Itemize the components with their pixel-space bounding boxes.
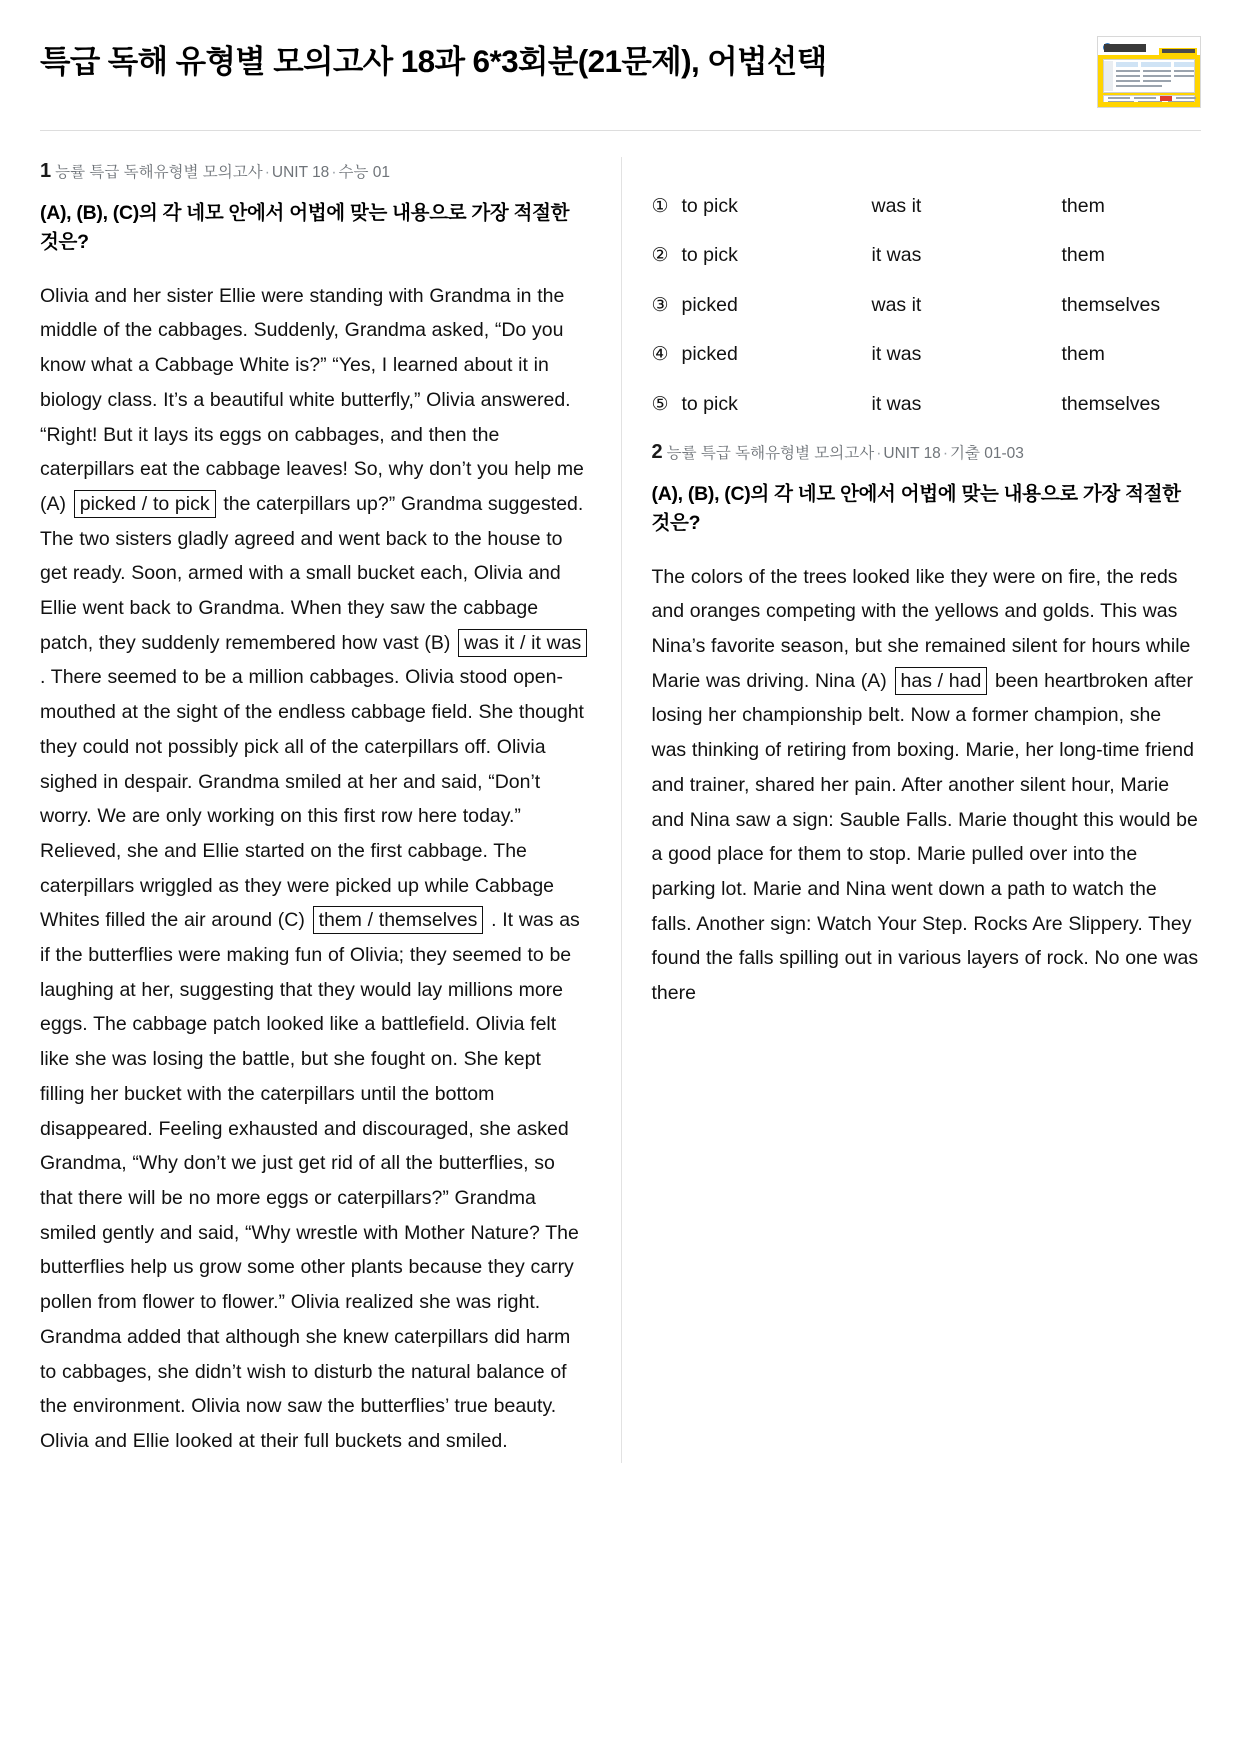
question-2-prompt: (A), (B), (C)의 각 네모 안에서 어법에 맞는 내용으로 가장 적절한 것은?: [651, 482, 1181, 534]
answer-option-4[interactable]: [652, 339, 1202, 370]
option-value-c: them: [1061, 195, 1105, 217]
grammar-choice-box-a[interactable]: has / had: [895, 667, 988, 695]
thumbnail-row-line: [1143, 80, 1171, 82]
passage-segment-1: Olivia and her sister Ellie were standing with Grandma in the middle of the cabbages. Suddenly, Grandma asked, “Do you know what a Cabbage White is?” “Yes, I learned about it in biology class. It’s a beautiful white butterfly,” Olivia answered. “Right! But it lays its eggs on cabbages, and then the caterpillars eat the cabbage leaves! So, why don’t you help me (A): [40, 284, 584, 515]
thumbnail-logo-text: [1104, 44, 1146, 52]
option-marker: ⑤: [651, 393, 669, 415]
thumbnail-row-line: [1116, 75, 1140, 77]
passage-segment-4: . It was as if the butterflies were making fun of Olivia; they seemed to be laughing at her, suggesting that they would lay millions more eggs. The cabbage patch looked like a battlefield. Olivia felt like she was losing the battle, but she fought on. She kept filling her bucket with the caterpillars until the bottom disappeared. Feeling exhausted and discouraged, she asked Grandma, “Why don’t we just get rid of all the butterflies, so that there will be no more eggs or caterpillars?” Grandma smiled gently and said, “Why wrestle with Mother Nature? The butterflies help us grow some other plants because they carry pollen from flower to flower.” Olivia realized she was right. Grandma added that although she knew caterpillars did harm to cabbages, she didn’t wish to disturb the natural balance of the environment. Olivia now saw the butterflies’ true beauty. Olivia and Ellie looked at their full buckets and smiled.: [40, 909, 580, 1452]
question-2-ref: 기출 01-03: [949, 444, 1024, 462]
option-value-a: picked: [681, 293, 738, 316]
question-1-number: 1: [40, 160, 52, 182]
page-title: 특급 독해 유형별 모의고사 18과 6*3회분(21문제), 어법선택: [40, 43, 827, 79]
option-marker: ①: [651, 196, 669, 217]
thumbnail-row-line: [1143, 75, 1171, 77]
option-marker: ②: [651, 245, 669, 267]
option-marker: ③: [651, 294, 669, 316]
passage-segment-2: the caterpillars up?” Grandma suggested. The two sisters gladly agreed and went back to the house to get ready. Soon, armed with a small bucket each, Olivia and Ellie went back to Grandma. When they saw the cabbage patch, they suddenly remembered how vast (B): [40, 492, 584, 654]
column-right: [621, 157, 1202, 1463]
thumbnail-tag-text: [1162, 49, 1195, 53]
question-block-2: [652, 438, 1202, 1011]
thumbnail-row-line: [1174, 75, 1194, 77]
header-divider: [40, 130, 1201, 131]
question-2-passage: [652, 560, 1202, 1011]
thumbnail-row-line: [1176, 97, 1196, 99]
thumbnail-header-cell: [1141, 62, 1171, 67]
meta-separator: ·: [264, 164, 270, 181]
grammar-choice-box-b[interactable]: was it / it was: [458, 629, 587, 657]
thumbnail-header-cell: [1116, 62, 1138, 67]
question-1-unit: UNIT 18: [271, 164, 330, 181]
option-value-b: was it: [871, 195, 922, 217]
thumbnail-header-cell: [1174, 62, 1194, 67]
option-value-b: it was: [871, 244, 922, 267]
question-2-number: 2: [651, 440, 663, 463]
thumbnail-row-line: [1116, 85, 1162, 87]
option-value-a: to pick: [681, 392, 738, 415]
thumbnail-footer-bar: [1098, 102, 1200, 107]
answer-option-5[interactable]: [652, 389, 1202, 420]
passage-segment-1: The colors of the trees looked like they were on fire, the reds and oranges competing with the yellows and golds. This was Nina’s favorite season, but she remained silent for hours while Marie was driving. Nina (A): [651, 565, 1191, 692]
option-marker: ④: [651, 344, 669, 366]
thumbnail-sidebar: [1104, 61, 1113, 91]
thumbnail-row-line: [1134, 97, 1156, 99]
question-2-unit: UNIT 18: [883, 444, 941, 462]
question-1-prompt: (A), (B), (C)의 각 네모 안에서 어법에 맞는 내용으로 가장 적절한 것은?: [40, 202, 570, 253]
option-value-c: them: [1061, 343, 1105, 366]
passage-segment-2: been heartbroken after losing her championship belt. Now a former champion, she was thinking of retiring from boxing. Marie, her long-time friend and trainer, shared her pain. After another silent hour, Marie and Nina saw a sign: Sauble Falls. Marie thought this would be a good place for them to stop. Marie pulled over into the parking lot. Marie and Nina went down a path to watch the falls. Another sign: Watch Your Step. Rocks Are Slippery. They found the falls spilling out in various layers of rock. No one was there: [651, 669, 1199, 1005]
column-left: [40, 157, 621, 1463]
option-value-a: to pick: [681, 244, 738, 267]
question-1-source: 능률 특급 독해유형별 모의고사: [55, 164, 263, 181]
question-2-source: 능률 특급 독해유형별 모의고사: [666, 444, 875, 462]
question-block-1: [40, 157, 591, 1459]
option-value-a: picked: [681, 343, 738, 366]
thumbnail-row-line: [1108, 97, 1130, 99]
passage-segment-3: . There seemed to be a million cabbages. Olivia stood open-mouthed at the sight of the endless cabbage field. She thought they could not possibly pick all of the caterpillars off. Olivia sighed in despair. Grandma smiled at her and said, “Don’t worry. We are only working on this first row here today.” Relieved, she and Ellie started on the first cabbage. The caterpillars wriggled as they were picked up while Cabbage Whites filled the air around (C): [40, 666, 584, 932]
option-value-a: to pick: [681, 195, 738, 217]
grammar-choice-box-a[interactable]: picked / to pick: [74, 490, 216, 518]
thumbnail-graphic: [1098, 37, 1200, 107]
question-1-meta: [40, 157, 591, 185]
question-1-ref: 수능 01: [338, 164, 390, 181]
two-column-layout: [40, 157, 1201, 1463]
answer-option-1[interactable]: [652, 191, 1202, 222]
thumbnail-row-line: [1116, 70, 1140, 72]
grammar-choice-box-c[interactable]: them / themselves: [313, 906, 484, 934]
thumbnail-row-line: [1174, 70, 1194, 72]
thumbnail-row-line: [1116, 80, 1140, 82]
option-value-c: them: [1061, 244, 1105, 267]
answer-option-2[interactable]: [652, 240, 1202, 271]
answer-option-3[interactable]: [652, 290, 1202, 321]
worksheet-preview-thumbnail: [1097, 36, 1201, 108]
option-value-c: themselves: [1061, 392, 1161, 415]
meta-separator: ·: [331, 164, 337, 181]
option-value-b: was it: [871, 293, 922, 316]
question-1-passage: [40, 279, 591, 1459]
document-header: [40, 28, 1201, 130]
question-1-options: [652, 191, 1202, 420]
thumbnail-row-line: [1143, 70, 1171, 72]
option-value-b: it was: [871, 392, 922, 415]
question-2-meta: [652, 438, 1202, 466]
option-value-b: it was: [871, 343, 922, 366]
meta-separator: ·: [876, 444, 882, 462]
option-value-c: themselves: [1061, 293, 1161, 316]
meta-separator: ·: [942, 444, 948, 462]
